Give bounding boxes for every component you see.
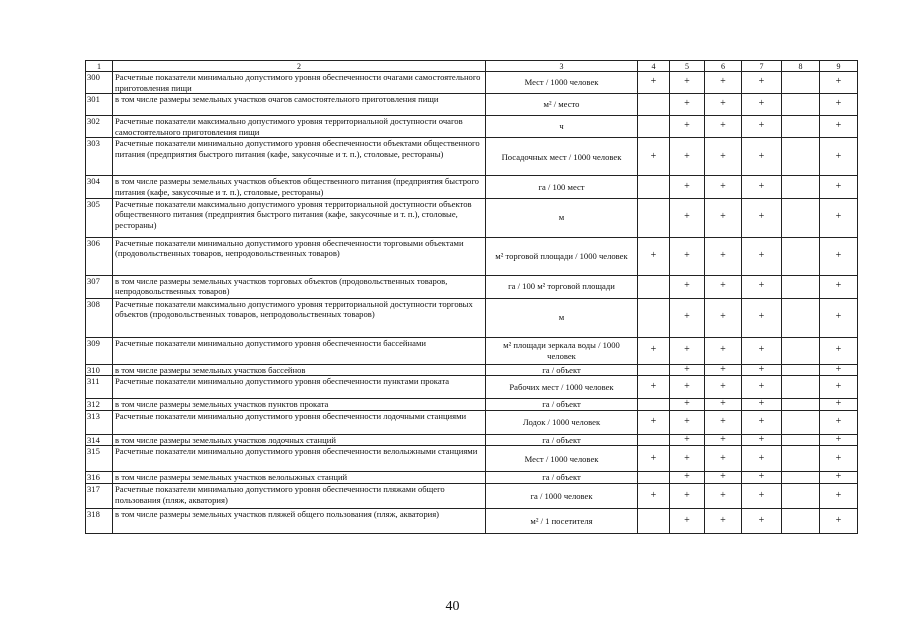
row-number: 318 xyxy=(86,508,113,533)
page-number: 40 xyxy=(445,599,460,614)
mark-cell-col-5: + xyxy=(670,410,705,434)
table-row xyxy=(86,94,858,116)
row-description: Расчетные показатели минимально допустимого уровня обеспеченности велолыжными станциями xyxy=(113,446,486,472)
mark-cell-col-6: + xyxy=(705,434,742,446)
mark-cell-col-9: + xyxy=(820,198,858,237)
mark-cell-col-6: + xyxy=(705,508,742,533)
mark-cell-col-4: + xyxy=(638,446,670,472)
row-number: 308 xyxy=(86,298,113,337)
mark-cell-col-4 xyxy=(638,275,670,298)
mark-cell-col-9: + xyxy=(820,376,858,399)
mark-cell-col-7: + xyxy=(742,94,782,116)
mark-cell-col-7: + xyxy=(742,472,782,484)
mark-cell-col-5: + xyxy=(670,237,705,275)
row-unit: га / 100 м² торговой площади xyxy=(486,275,638,298)
table-row xyxy=(86,198,858,237)
mark-cell-col-4 xyxy=(638,198,670,237)
row-unit: м² торговой площади / 1000 человек xyxy=(486,237,638,275)
mark-cell-col-6: + xyxy=(705,410,742,434)
mark-cell-col-6: + xyxy=(705,364,742,376)
row-number: 300 xyxy=(86,72,113,94)
mark-cell-col-4 xyxy=(638,94,670,116)
header-cell-8: 8 xyxy=(782,61,820,72)
row-number: 317 xyxy=(86,483,113,508)
mark-cell-col-5: + xyxy=(670,483,705,508)
row-description: Расчетные показатели минимально допустимого уровня обеспеченности очагами самостоятельного приготовления пищи xyxy=(113,72,486,94)
row-description: Расчетные показатели минимально допустимого уровня обеспеченности торговыми объектами (продовольственных товаров, непродовольственных товаров) xyxy=(113,237,486,275)
row-unit: м² площади зеркала воды / 1000 человек xyxy=(486,337,638,364)
mark-cell-col-5: + xyxy=(670,176,705,198)
mark-cell-col-4: + xyxy=(638,237,670,275)
mark-cell-col-4 xyxy=(638,116,670,138)
mark-cell-col-9: + xyxy=(820,138,858,176)
row-number: 310 xyxy=(86,364,113,376)
table-row xyxy=(86,138,858,176)
row-description: в том числе размеры земельных участков велолыжных станций xyxy=(113,472,486,484)
mark-cell-col-8 xyxy=(782,72,820,94)
table-row xyxy=(86,446,858,472)
mark-cell-col-8 xyxy=(782,298,820,337)
row-unit: м xyxy=(486,198,638,237)
table-row xyxy=(86,399,858,411)
mark-cell-col-9: + xyxy=(820,508,858,533)
mark-cell-col-4 xyxy=(638,364,670,376)
row-description: Расчетные показатели минимально допустимого уровня обеспеченности объектами общественного питания (предприятия быстрого питания (кафе, закусочные и т. п.), столовые, рестораны) xyxy=(113,138,486,176)
mark-cell-col-5: + xyxy=(670,138,705,176)
mark-cell-col-7: + xyxy=(742,446,782,472)
row-description: в том числе размеры земельных участков бассейнов xyxy=(113,364,486,376)
mark-cell-col-8 xyxy=(782,138,820,176)
row-number: 312 xyxy=(86,399,113,411)
mark-cell-col-7: + xyxy=(742,237,782,275)
header-cell-7: 7 xyxy=(742,61,782,72)
mark-cell-col-5: + xyxy=(670,376,705,399)
table-row xyxy=(86,176,858,198)
mark-cell-col-7: + xyxy=(742,72,782,94)
mark-cell-col-8 xyxy=(782,337,820,364)
row-number: 314 xyxy=(86,434,113,446)
mark-cell-col-7: + xyxy=(742,508,782,533)
mark-cell-col-5: + xyxy=(670,434,705,446)
mark-cell-col-9: + xyxy=(820,298,858,337)
row-unit: м xyxy=(486,298,638,337)
mark-cell-col-8 xyxy=(782,483,820,508)
mark-cell-col-8 xyxy=(782,410,820,434)
mark-cell-col-6: + xyxy=(705,176,742,198)
mark-cell-col-8 xyxy=(782,176,820,198)
row-description: Расчетные показатели минимально допустимого уровня обеспеченности пляжами общего пользования (пляж, акватория) xyxy=(113,483,486,508)
mark-cell-col-9: + xyxy=(820,176,858,198)
mark-cell-col-8 xyxy=(782,275,820,298)
mark-cell-col-8 xyxy=(782,198,820,237)
mark-cell-col-4: + xyxy=(638,376,670,399)
mark-cell-col-6: + xyxy=(705,275,742,298)
row-unit: Рабочих мест / 1000 человек xyxy=(486,376,638,399)
mark-cell-col-9: + xyxy=(820,434,858,446)
mark-cell-col-6: + xyxy=(705,472,742,484)
mark-cell-col-8 xyxy=(782,116,820,138)
row-number: 307 xyxy=(86,275,113,298)
header-cell-9: 9 xyxy=(820,61,858,72)
row-unit: Мест / 1000 человек xyxy=(486,72,638,94)
mark-cell-col-6: + xyxy=(705,198,742,237)
mark-cell-col-8 xyxy=(782,237,820,275)
row-description: Расчетные показатели максимально допустимого уровня территориальной доступности торговых объектов (продовольственных товаров, непродовольственных товаров) xyxy=(113,298,486,337)
table-row xyxy=(86,72,858,94)
mark-cell-col-8 xyxy=(782,508,820,533)
table-header-row xyxy=(86,61,858,72)
mark-cell-col-6: + xyxy=(705,483,742,508)
mark-cell-col-5: + xyxy=(670,337,705,364)
row-unit: м² / 1 посетителя xyxy=(486,508,638,533)
row-unit: ч xyxy=(486,116,638,138)
mark-cell-col-9: + xyxy=(820,337,858,364)
header-cell-2: 2 xyxy=(113,61,486,72)
mark-cell-col-9: + xyxy=(820,399,858,411)
mark-cell-col-8 xyxy=(782,434,820,446)
header-cell-1: 1 xyxy=(86,61,113,72)
row-unit: га / 1000 человек xyxy=(486,483,638,508)
mark-cell-col-9: + xyxy=(820,72,858,94)
mark-cell-col-6: + xyxy=(705,138,742,176)
mark-cell-col-7: + xyxy=(742,364,782,376)
row-description: Расчетные показатели минимально допустимого уровня обеспеченности лодочными станциями xyxy=(113,410,486,434)
mark-cell-col-4: + xyxy=(638,337,670,364)
row-number: 316 xyxy=(86,472,113,484)
mark-cell-col-4: + xyxy=(638,483,670,508)
row-number: 309 xyxy=(86,337,113,364)
header-cell-3: 3 xyxy=(486,61,638,72)
mark-cell-col-5: + xyxy=(670,116,705,138)
row-description: Расчетные показатели максимально допустимого уровня территориальной доступности объектов общественного питания (предприятия быстрого питания (кафе, закусочные и т. п.), столовые, рестораны) xyxy=(113,198,486,237)
table-row xyxy=(86,337,858,364)
mark-cell-col-8 xyxy=(782,94,820,116)
table-row xyxy=(86,434,858,446)
mark-cell-col-4 xyxy=(638,472,670,484)
mark-cell-col-4: + xyxy=(638,410,670,434)
row-number: 304 xyxy=(86,176,113,198)
header-cell-5: 5 xyxy=(670,61,705,72)
mark-cell-col-5: + xyxy=(670,72,705,94)
row-number: 301 xyxy=(86,94,113,116)
mark-cell-col-6: + xyxy=(705,237,742,275)
mark-cell-col-5: + xyxy=(670,508,705,533)
mark-cell-col-4 xyxy=(638,176,670,198)
row-number: 303 xyxy=(86,138,113,176)
table-row xyxy=(86,116,858,138)
mark-cell-col-5: + xyxy=(670,275,705,298)
mark-cell-col-9: + xyxy=(820,446,858,472)
row-number: 306 xyxy=(86,237,113,275)
indicators-table xyxy=(85,60,858,534)
table-row xyxy=(86,298,858,337)
row-unit: м² / место xyxy=(486,94,638,116)
mark-cell-col-7: + xyxy=(742,483,782,508)
mark-cell-col-6: + xyxy=(705,376,742,399)
mark-cell-col-4 xyxy=(638,298,670,337)
row-number: 313 xyxy=(86,410,113,434)
mark-cell-col-4 xyxy=(638,434,670,446)
mark-cell-col-7: + xyxy=(742,298,782,337)
table-body xyxy=(86,61,858,534)
mark-cell-col-5: + xyxy=(670,298,705,337)
row-description: в том числе размеры земельных участков объектов общественного питания (предприятия быстрого питания (кафе, закусочные и т. п.), столовые, рестораны) xyxy=(113,176,486,198)
row-description: в том числе размеры земельных участков лодочных станций xyxy=(113,434,486,446)
mark-cell-col-4 xyxy=(638,399,670,411)
mark-cell-col-8 xyxy=(782,376,820,399)
row-unit: Лодок / 1000 человек xyxy=(486,410,638,434)
mark-cell-col-4 xyxy=(638,508,670,533)
table-row xyxy=(86,364,858,376)
row-unit: Мест / 1000 человек xyxy=(486,446,638,472)
row-unit: га / 100 мест xyxy=(486,176,638,198)
mark-cell-col-8 xyxy=(782,399,820,411)
mark-cell-col-7: + xyxy=(742,198,782,237)
row-description: в том числе размеры земельных участков торговых объектов (продовольственных товаров, непродовольственных товаров) xyxy=(113,275,486,298)
mark-cell-col-5: + xyxy=(670,399,705,411)
mark-cell-col-4: + xyxy=(638,138,670,176)
mark-cell-col-9: + xyxy=(820,364,858,376)
mark-cell-col-5: + xyxy=(670,198,705,237)
table-row xyxy=(86,237,858,275)
table-row xyxy=(86,508,858,533)
header-cell-4: 4 xyxy=(638,61,670,72)
mark-cell-col-6: + xyxy=(705,446,742,472)
mark-cell-col-9: + xyxy=(820,116,858,138)
mark-cell-col-6: + xyxy=(705,72,742,94)
mark-cell-col-7: + xyxy=(742,410,782,434)
row-number: 305 xyxy=(86,198,113,237)
row-unit: Посадочных мест / 1000 человек xyxy=(486,138,638,176)
table-row xyxy=(86,376,858,399)
mark-cell-col-8 xyxy=(782,472,820,484)
row-number: 315 xyxy=(86,446,113,472)
row-number: 311 xyxy=(86,376,113,399)
mark-cell-col-5: + xyxy=(670,364,705,376)
mark-cell-col-8 xyxy=(782,364,820,376)
mark-cell-col-4: + xyxy=(638,72,670,94)
mark-cell-col-5: + xyxy=(670,446,705,472)
mark-cell-col-9: + xyxy=(820,275,858,298)
mark-cell-col-7: + xyxy=(742,376,782,399)
row-unit: га / объект xyxy=(486,472,638,484)
row-unit: га / объект xyxy=(486,399,638,411)
mark-cell-col-7: + xyxy=(742,116,782,138)
table-row xyxy=(86,275,858,298)
row-description: Расчетные показатели максимально допустимого уровня территориальной доступности очагов самостоятельного приготовления пищи xyxy=(113,116,486,138)
table-row xyxy=(86,472,858,484)
mark-cell-col-7: + xyxy=(742,138,782,176)
mark-cell-col-8 xyxy=(782,446,820,472)
mark-cell-col-6: + xyxy=(705,116,742,138)
mark-cell-col-6: + xyxy=(705,399,742,411)
mark-cell-col-7: + xyxy=(742,275,782,298)
mark-cell-col-9: + xyxy=(820,410,858,434)
row-description: Расчетные показатели минимально допустимого уровня обеспеченности бассейнами xyxy=(113,337,486,364)
mark-cell-col-9: + xyxy=(820,472,858,484)
mark-cell-col-6: + xyxy=(705,94,742,116)
mark-cell-col-5: + xyxy=(670,94,705,116)
mark-cell-col-9: + xyxy=(820,94,858,116)
mark-cell-col-5: + xyxy=(670,472,705,484)
row-number: 302 xyxy=(86,116,113,138)
header-cell-6: 6 xyxy=(705,61,742,72)
mark-cell-col-7: + xyxy=(742,176,782,198)
mark-cell-col-7: + xyxy=(742,399,782,411)
row-description: в том числе размеры земельных участков пляжей общего пользования (пляж, акватория) xyxy=(113,508,486,533)
table-row xyxy=(86,483,858,508)
mark-cell-col-7: + xyxy=(742,434,782,446)
row-unit: га / объект xyxy=(486,364,638,376)
mark-cell-col-9: + xyxy=(820,237,858,275)
mark-cell-col-9: + xyxy=(820,483,858,508)
row-unit: га / объект xyxy=(486,434,638,446)
table-row xyxy=(86,410,858,434)
row-description: в том числе размеры земельных участков очагов самостоятельного приготовления пищи xyxy=(113,94,486,116)
row-description: в том числе размеры земельных участков пунктов проката xyxy=(113,399,486,411)
mark-cell-col-7: + xyxy=(742,337,782,364)
mark-cell-col-6: + xyxy=(705,298,742,337)
mark-cell-col-6: + xyxy=(705,337,742,364)
row-description: Расчетные показатели минимально допустимого уровня обеспеченности пунктами проката xyxy=(113,376,486,399)
